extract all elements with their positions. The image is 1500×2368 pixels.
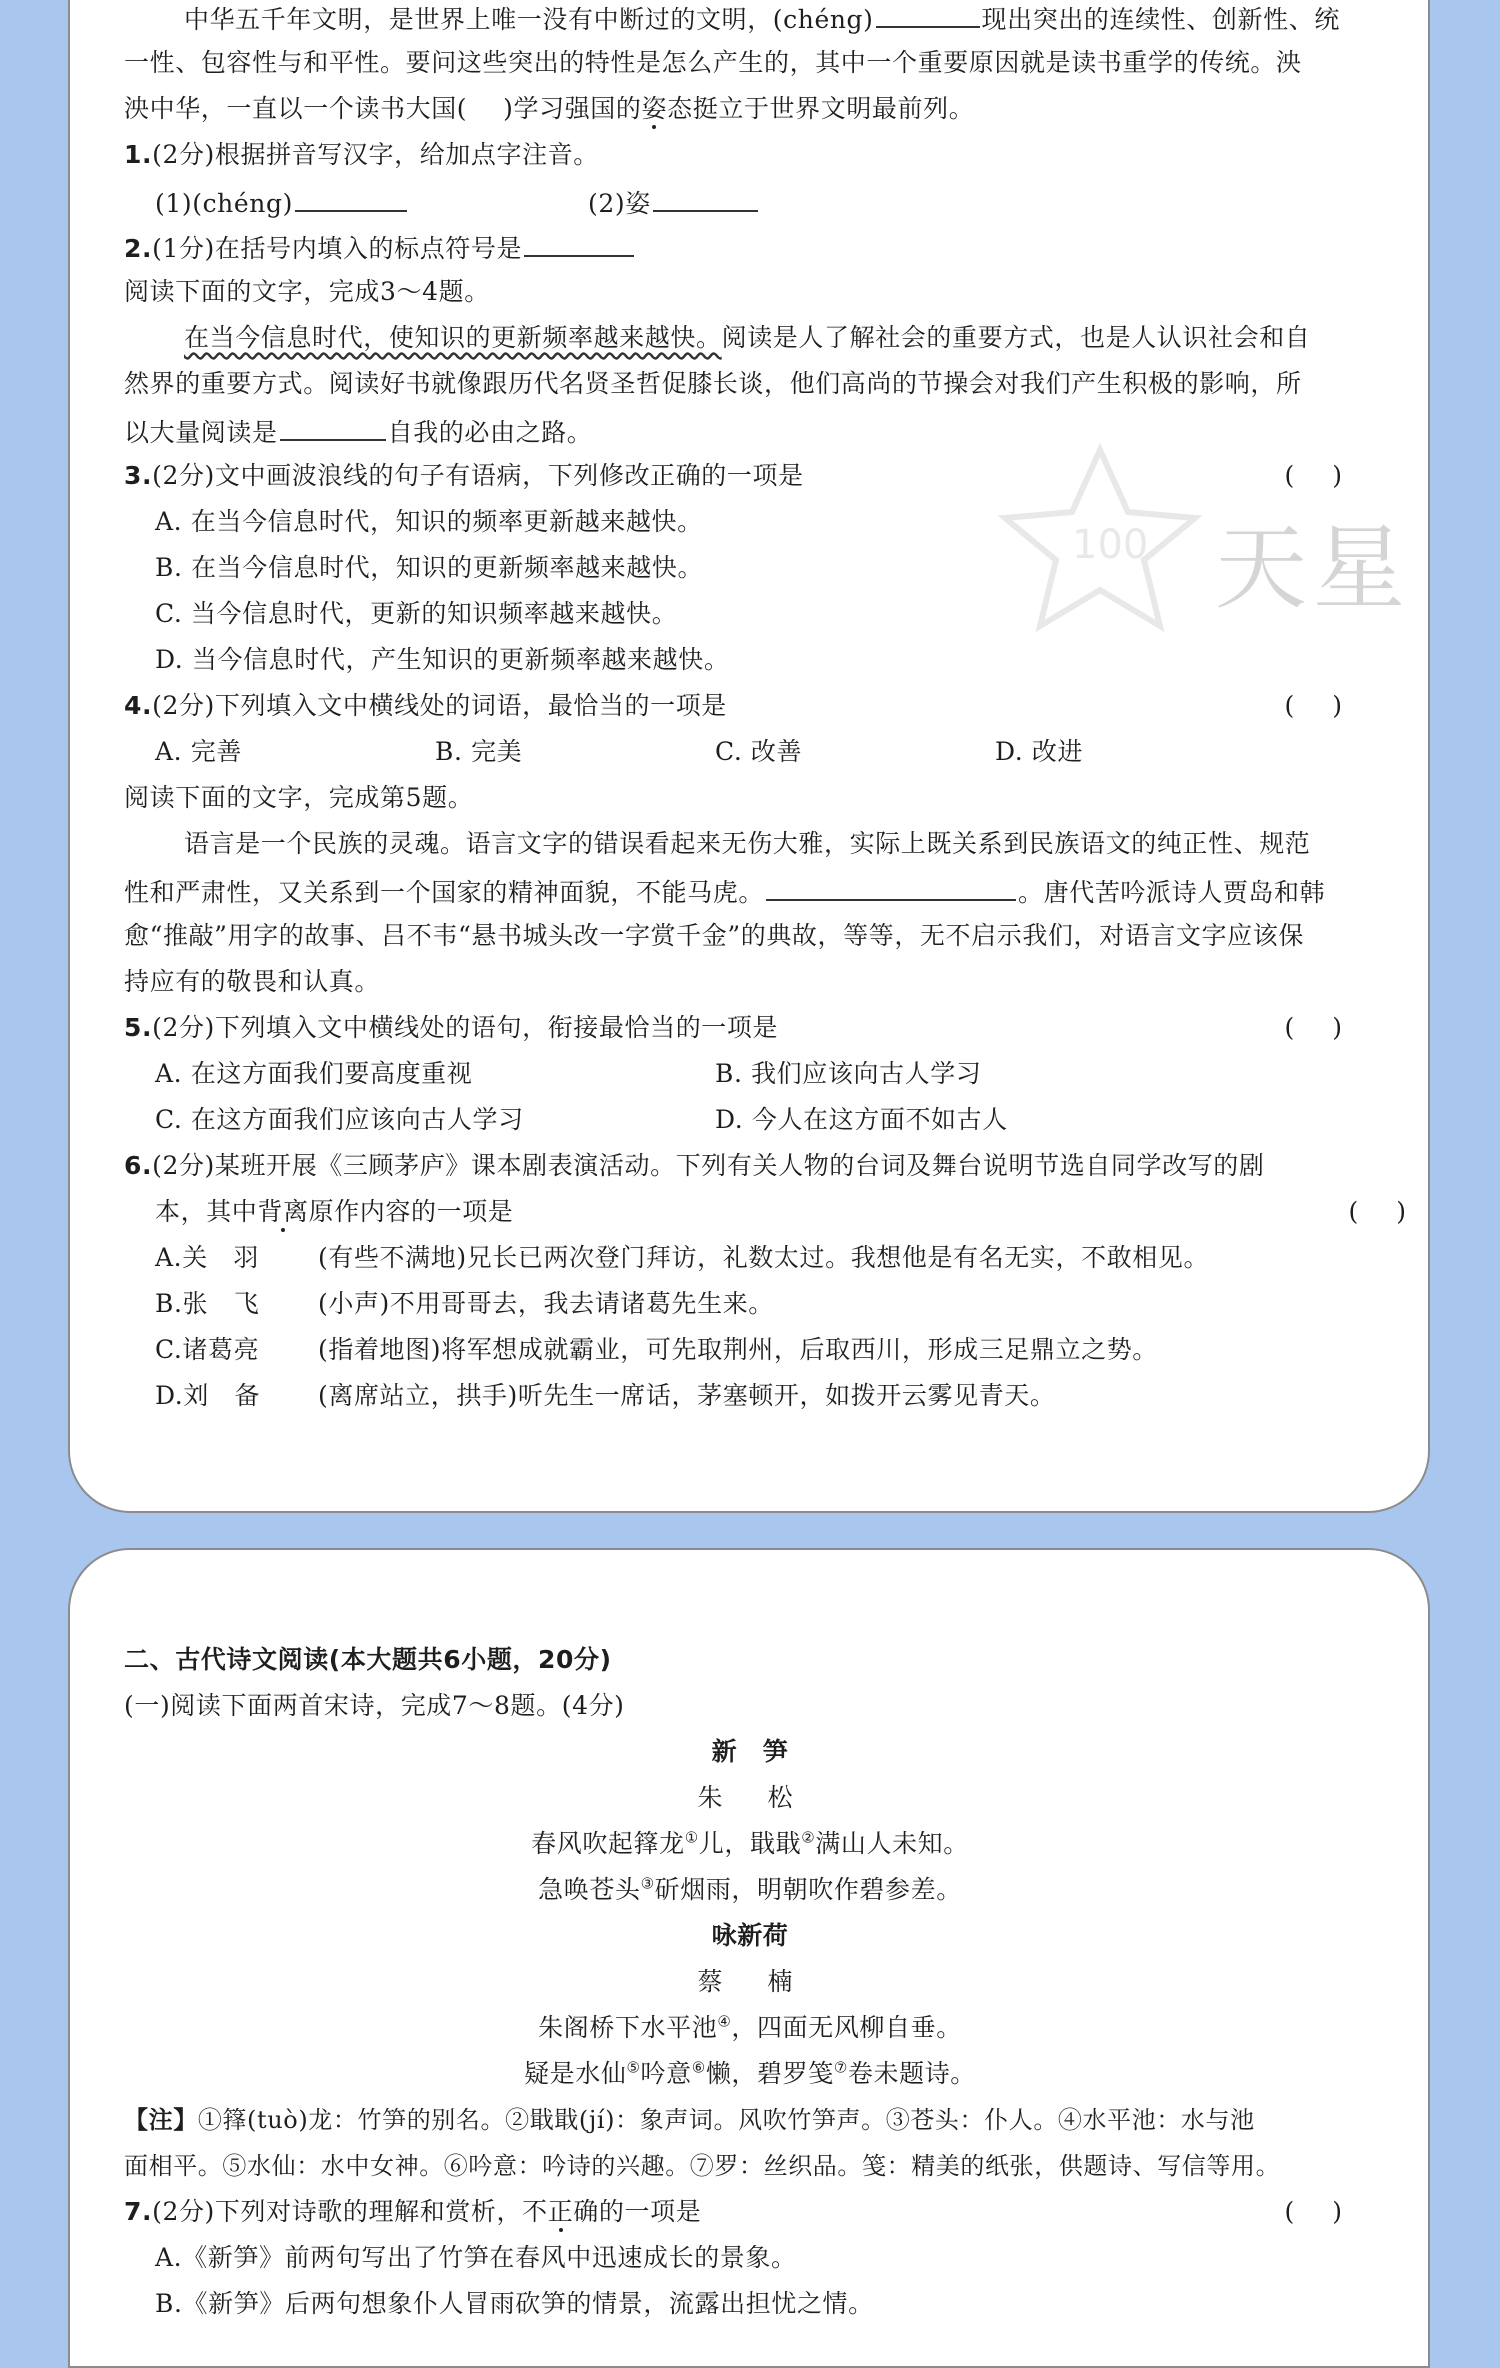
reading-instruction-5: 阅读下面的文字，完成第5题。 [124, 783, 474, 812]
question-3: 3.(2分)文中画波浪线的句子有语病，下列修改正确的一项是 () [124, 459, 1436, 493]
question-7: 7.(2分)下列对诗歌的理解和赏析，不正确的一项是 () [124, 2195, 1436, 2229]
question-5: 5.(2分)下列填入文中横线处的语句，衔接最恰当的一项是 () [124, 1011, 1436, 1045]
answer-bracket[interactable]: () [1284, 1013, 1380, 1042]
q1-answer-blank-1[interactable] [295, 184, 407, 212]
reading-instruction-3-4: 阅读下面的文字，完成3～4题。 [124, 277, 490, 306]
answer-bracket[interactable]: () [1284, 461, 1380, 490]
intro-line-2: 一性、包容性与和平性。要问这些突出的特性是怎么产生的，其中一个重要原因就是读书重学的传统。泱 [124, 48, 1302, 77]
q4-option-d[interactable]: D. 改进 [995, 737, 1084, 766]
passage-3-4-line-1: 在当今信息时代，使知识的更新频率越来越快。阅读是人了解社会的重要方式，也是人认识社会和自 [184, 323, 1311, 352]
intro-line-1: 中华五千年文明，是世界上唯一没有中断过的文明，(chéng) 现出突出的连续性、创新性、统 [184, 0, 1436, 37]
passage-5-line-2: 性和严肃性，又关系到一个国家的精神面貌，不能马虎。 。唐代苦吟派诗人贾岛和韩 [124, 873, 1436, 910]
question-4: 4.(2分)下列填入文中横线处的词语，最恰当的一项是 () [124, 689, 1436, 723]
section-2-title: 二、古代诗文阅读(本大题共6小题，20分) [124, 1645, 612, 1674]
intro-line-3: 泱中华，一直以一个读书大国( )学习强国的姿态挺立于世界文明最前列。 [124, 94, 975, 123]
q3-option-c[interactable]: C. 当今信息时代，更新的知识频率越来越快。 [155, 599, 678, 628]
poem-2-line-2: 疑是水仙⑤吟意⑥懒，碧罗笺⑦卷未题诗。 [524, 2058, 976, 2088]
q2-answer-blank[interactable] [524, 229, 634, 257]
passage-5-line-1: 语言是一个民族的灵魂。语言文字的错误看起来无伤大雅，实际上既关系到民族语文的纯正性、规范 [184, 829, 1311, 858]
q4-option-c[interactable]: C. 改善 [715, 737, 803, 766]
passage-5-line-3: 愈“推敲”用字的故事、吕不韦“悬书城头改一字赏千金”的典故，等等，无不启示我们，对语言文字应该保 [124, 921, 1304, 950]
answer-bracket[interactable]: () [1284, 2197, 1380, 2226]
q5-option-c[interactable]: C. 在这方面我们应该向古人学习 [155, 1105, 524, 1134]
q4-option-a[interactable]: A. 完善 [155, 737, 242, 766]
q5-option-d[interactable]: D. 今人在这方面不如古人 [715, 1105, 1008, 1134]
q4-option-b[interactable]: B. 完美 [435, 737, 523, 766]
q7-option-b[interactable]: B.《新笋》后两句想象仆人冒雨砍笋的情景，流露出担忧之情。 [155, 2289, 874, 2318]
answer-bracket[interactable]: () [1284, 691, 1380, 720]
question-2: 2.(1分)在括号内填入的标点符号是 [124, 229, 1436, 266]
question-6-line-2: 本，其中背离原作内容的一项是 () [155, 1195, 1436, 1229]
notes-line-1: 【注】①箨(tuò)龙：竹笋的别名。②戢戢(jí)：象声词。风吹竹笋声。③苍头：仆人。④水平池：水与池 [124, 2106, 1255, 2134]
watermark-text: 天星 [1215, 515, 1412, 622]
q6-option-b[interactable]: B.张 飞 (小声)不用哥哥去，我去请诸葛先生来。 [155, 1289, 774, 1318]
notes-line-2: 面相平。⑤水仙：水中女神。⑥吟意：吟诗的兴趣。⑦罗：丝织品。笺：精美的纸张，供题诗、写信等用。 [124, 2152, 1281, 2180]
poem-2-line-1: 朱阁桥下水平池④，四面无风柳自垂。 [538, 2012, 962, 2042]
poem-2-author: 蔡 楠 [697, 1967, 803, 1996]
q1-answer-blank-2[interactable] [653, 184, 758, 212]
q7-option-a[interactable]: A.《新笋》前两句写出了竹笋在春风中迅速成长的景象。 [155, 2243, 797, 2272]
q3-option-b[interactable]: B. 在当今信息时代，知识的更新频率越来越快。 [155, 553, 704, 582]
q6-option-a[interactable]: A.关 羽 (有些不满地)兄长已两次登门拜访，礼数太过。我想他是有名无实，不敢相见。 [155, 1243, 1210, 1272]
q3-option-a[interactable]: A. 在当今信息时代，知识的频率更新越来越快。 [155, 507, 703, 536]
poem-1-line-1: 春风吹起箨龙①儿，戢戢②满山人未知。 [531, 1828, 969, 1858]
question-1-subs: (1)(chéng) (2)姿 [155, 184, 1436, 221]
question-1: 1.(2分)根据拼音写汉字，给加点字注音。 [124, 140, 599, 169]
section-2-subtitle: (一)阅读下面两首宋诗，完成7～8题。(4分) [124, 1691, 625, 1720]
passage-3-4-line-2: 然界的重要方式。阅读好书就像跟历代名贤圣哲促膝长谈，他们高尚的节操会对我们产生积极的影响，所 [124, 369, 1302, 398]
question-6: 6.(2分)某班开展《三顾茅庐》课本剧表演活动。下列有关人物的台词及舞台说明节选自同学改写的剧 [124, 1151, 1265, 1180]
q3-option-d[interactable]: D. 当今信息时代，产生知识的更新频率越来越快。 [155, 645, 730, 674]
passage-3-4-line-3: 以大量阅读是 自我的必由之路。 [124, 413, 1436, 450]
q5-option-a[interactable]: A. 在这方面我们要高度重视 [155, 1059, 473, 1088]
poem-1-title: 新 笋 [711, 1737, 789, 1766]
poem-2-title: 咏新荷 [711, 1921, 789, 1950]
answer-bracket[interactable]: () [1348, 1197, 1444, 1226]
q6-option-d[interactable]: D.刘 备 (离席站立，拱手)听先生一席话，茅塞顿开，如拨开云雾见青天。 [155, 1381, 1056, 1410]
passage-5-line-4: 持应有的敬畏和认真。 [124, 967, 381, 996]
poem-1-author: 朱 松 [697, 1783, 803, 1812]
q5-option-b[interactable]: B. 我们应该向古人学习 [715, 1059, 982, 1088]
poem-1-line-2: 急唤苍头③斫烟雨，明朝吹作碧参差。 [538, 1874, 962, 1904]
q6-option-c[interactable]: C.诸葛亮 (指着地图)将军想成就霸业，可先取荆州，后取西川，形成三足鼎立之势。 [155, 1335, 1158, 1364]
svg-text:100: 100 [1072, 522, 1149, 568]
